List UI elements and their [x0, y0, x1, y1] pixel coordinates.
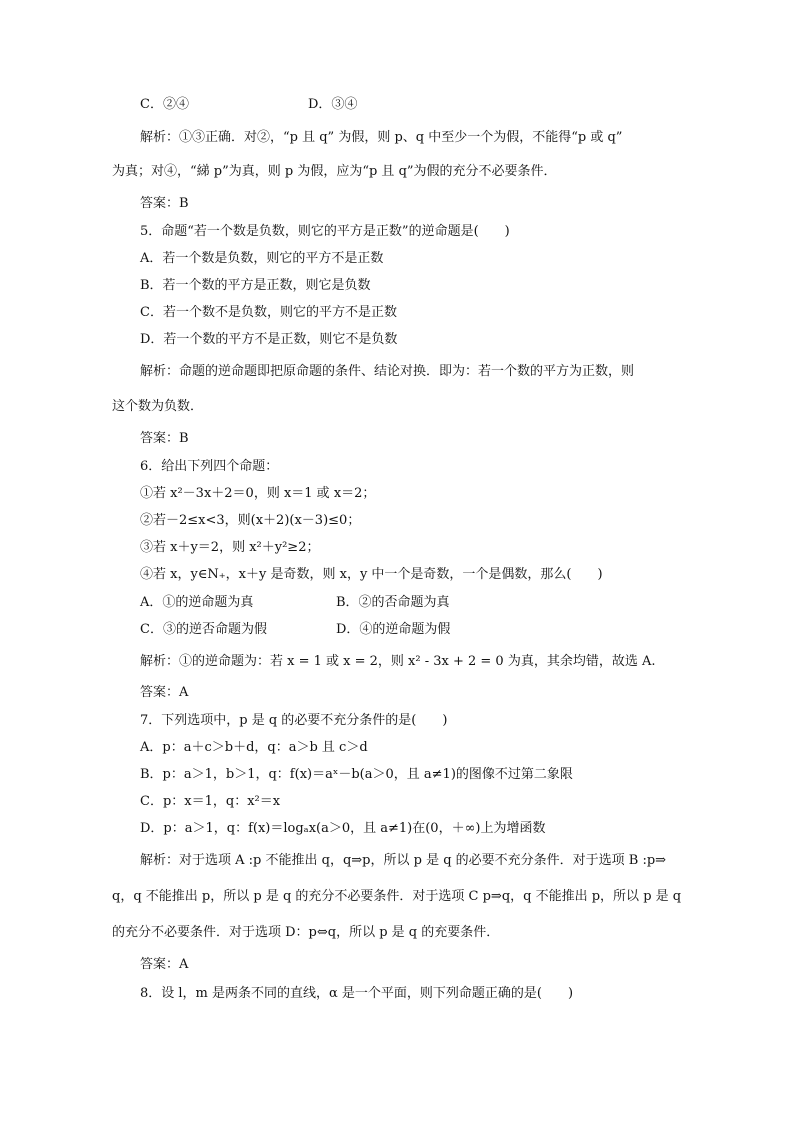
q6-analysis: 解析：①的逆命题为：若 x = 1 或 x = 2，则 x² - 3x + 2 = 0 为真，其余均错，故选 A.	[140, 654, 656, 669]
q6-options-row-2	[140, 621, 451, 639]
q4-analysis-line-2: 为真；对④，“綈 p”为真，则 p 为假，应为“p 且 q”为假的充分不必要条件．	[112, 164, 557, 179]
q6-answer: 答案：A	[140, 685, 189, 700]
q5-stem: 5．命题“若一个数是负数，则它的平方是正数”的逆命题是( )	[140, 224, 510, 239]
q6-option-b: B．②的否命题为真	[336, 595, 450, 610]
q7-analysis-line-3: 的充分不必要条件．对于选项 D：p⇔q，所以 p 是 q 的充要条件．	[112, 925, 500, 940]
q6-options-row-1	[140, 594, 450, 612]
q7-stem: 7．下列选项中，p 是 q 的必要不充分条件的是( )	[140, 713, 448, 728]
q7-option-b: B．p：a＞1，b＞1，q：f(x)＝aˣ－b(a＞0，且 a≠1)的图像不过第二象限	[140, 767, 573, 782]
q6-option-c: C．③的逆否命题为假	[140, 622, 267, 637]
q5-option-b: B．若一个数的平方是正数，则它是负数	[140, 278, 371, 293]
q7-answer: 答案：A	[140, 957, 189, 972]
q8-stem: 8．设 l，m 是两条不同的直线，α 是一个平面，则下列命题正确的是( )	[140, 986, 574, 1001]
q4-answer: 答案：B	[140, 196, 189, 211]
q6-proposition-2: ②若－2≤x<3，则(x＋2)(x－3)≤0；	[140, 513, 361, 528]
q7-option-d: D．p：a＞1，q：f(x)＝logₐx(a＞0，且 a≠1)在(0，＋∞)上为增函数	[140, 821, 546, 836]
q7-analysis-line-2: q，q 不能推出 p，所以 p 是 q 的充分不必要条件．对于选项 C p⇒q，q 不能推出 p，所以 p 是 q	[112, 889, 682, 904]
q6-proposition-4: ④若 x，y∈N₊，x＋y 是奇数，则 x，y 中一个是奇数，一个是偶数，那么( )	[140, 567, 603, 582]
q4-analysis-line-1: 解析：①③正确．对②，“p 且 q” 为假，则 p、q 中至少一个为假，不能得“p 或 q”	[140, 130, 623, 145]
q5-analysis-line-1: 解析：命题的逆命题即把原命题的条件、结论对换．即为：若一个数的平方为正数，则	[140, 364, 635, 379]
q4-option-d: D．③④	[308, 97, 358, 112]
q6-proposition-1: ①若 x²－3x＋2＝0，则 x＝1 或 x＝2；	[140, 486, 376, 501]
q4-options-row	[140, 96, 358, 114]
q5-option-a: A．若一个数是负数，则它的平方不是正数	[140, 251, 384, 266]
q7-option-c: C．p：x＝1，q：x²＝x	[140, 794, 281, 809]
q6-stem: 6．给出下列四个命题：	[140, 459, 279, 474]
q7-option-a: A．p：a＋c＞b＋d，q：a＞b 且 c＞d	[140, 740, 368, 755]
q7-analysis-line-1: 解析：对于选项 A :p 不能推出 q，q⇒p，所以 p 是 q 的必要不充分条件．对于选项 B :p⇒	[140, 853, 667, 868]
q6-proposition-3: ③若 x＋y＝2，则 x²＋y²≥2；	[140, 540, 320, 555]
q6-option-a: A．①的逆命题为真	[140, 595, 254, 610]
q5-option-c: C．若一个数不是负数，则它的平方不是正数	[140, 305, 397, 320]
q5-analysis-line-2: 这个数为负数．	[112, 399, 204, 414]
q6-option-d: D．④的逆命题为假	[336, 622, 451, 637]
q5-option-d: D．若一个数的平方不是正数，则它不是负数	[140, 332, 398, 347]
q5-answer: 答案：B	[140, 431, 189, 446]
q4-option-c: C．②④	[140, 97, 189, 112]
